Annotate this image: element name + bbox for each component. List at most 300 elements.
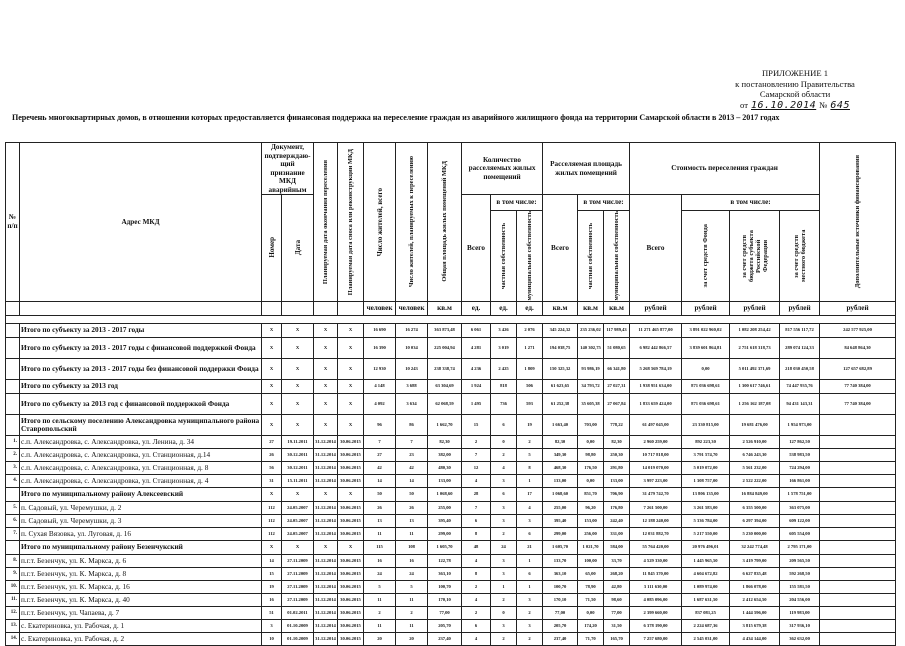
row-cell: 225 004,94 (428, 337, 462, 358)
row-number: 12. (6, 606, 20, 619)
row-cell (820, 580, 896, 593)
row-cell: 30.06.2015 (338, 527, 364, 540)
row-cell: 20 976 496,01 (682, 540, 730, 554)
row-cell: 5 019 072,00 (682, 461, 730, 474)
header-extra (820, 143, 896, 302)
row-number (6, 414, 20, 435)
row-cell: Х (262, 393, 282, 414)
row-cell: 2 399 660,00 (630, 606, 682, 619)
row-cell: 1 082 208 254,42 (730, 323, 780, 337)
row-cell: 6 746 243,30 (730, 448, 780, 461)
row-cell: 11 (396, 527, 428, 540)
header-residents-text: Число жителей, всего (375, 187, 384, 256)
row-cell: 0,00 (578, 474, 604, 487)
row-cell: 3 (491, 567, 517, 580)
row-cell (820, 435, 896, 448)
row-cell: 150 325,32 (543, 358, 578, 379)
row-cell: 1 866 078,00 (730, 580, 780, 593)
row-cell: 2 224 687,36 (682, 619, 730, 632)
row-cell: 851,70 (578, 487, 604, 501)
row-cell: Х (314, 323, 338, 337)
row-cell: 237,40 (428, 632, 462, 645)
row-cell (820, 448, 896, 461)
table-row (6, 527, 896, 540)
row-cell: 170,10 (428, 593, 462, 606)
row-cell: 13 (396, 514, 428, 527)
row-cell: 11 271 465 877,00 (630, 323, 682, 337)
row-cell: 24 (364, 567, 396, 580)
row-cell: 77,00 (428, 606, 462, 619)
row-cell: 1 495 (462, 393, 491, 414)
row-address: Итого по субъекту за 2013 - 2017 годы без финансовой поддержки Фонда (20, 358, 262, 379)
row-cell: 71,50 (578, 593, 604, 606)
spacer-cell (6, 315, 896, 323)
row-cell: 153,00 (578, 514, 604, 527)
header-cost-fund-text: за счет средств Фонда (702, 224, 710, 288)
row-cell: 2 425 (491, 358, 517, 379)
row-cell: 61 252,38 (543, 393, 578, 414)
row-cell: 7 261 500,00 (630, 501, 682, 514)
row-cell: 363,10 (428, 567, 462, 580)
row-cell: Х (338, 393, 364, 414)
row-cell: 0,00 (682, 358, 730, 379)
row-cell: 30.06.2015 (338, 514, 364, 527)
row-cell: 176,80 (604, 501, 630, 514)
row-cell: 8 (462, 567, 491, 580)
row-cell: Х (338, 379, 364, 393)
unit-sqm-1: кв.м (428, 301, 462, 315)
row-cell: 238 338,74 (428, 358, 462, 379)
row-cell: 818 (491, 379, 517, 393)
total-row (6, 323, 896, 337)
row-cell: 6 378 190,00 (630, 619, 682, 632)
appendix-block (700, 68, 890, 111)
row-address: п. Садовый, ул. Черемушки, д. 2 (20, 501, 262, 514)
row-cell: Х (314, 487, 338, 501)
row-cell: 3 688 (396, 379, 428, 393)
header-demolish-date (338, 143, 364, 302)
row-cell: 11 (396, 593, 428, 606)
unit-pcs-2: ед. (491, 301, 517, 315)
row-cell: 1 954 973,00 (780, 414, 820, 435)
row-cell: Х (314, 393, 338, 414)
row-cell: 395,40 (428, 514, 462, 527)
row-cell: 31.12.2014 (314, 567, 338, 580)
row-cell (820, 514, 896, 527)
row-address: с. Екатериновка, ул. Рабочая, д. 2 (20, 632, 262, 645)
row-cell: 1 663,40 (543, 414, 578, 435)
row-cell: Х (282, 358, 314, 379)
row-number (6, 337, 20, 358)
row-cell: 10 243 (396, 358, 428, 379)
row-cell: 1 021,70 (578, 540, 604, 554)
row-cell: 7 (364, 435, 396, 448)
row-cell: 6 297 394,00 (730, 514, 780, 527)
row-cell: 13 806 135,00 (682, 487, 730, 501)
header-area-municipal (604, 211, 630, 302)
row-number (6, 379, 20, 393)
row-cell: 1 068,60 (543, 487, 578, 501)
row-cell: 14 (262, 554, 282, 567)
unit-rub-3: рублей (730, 301, 780, 315)
row-cell: 133,70 (543, 554, 578, 567)
row-cell: 155 581,50 (780, 580, 820, 593)
row-cell: 6 (462, 514, 491, 527)
row-cell: 3 815 679,38 (730, 619, 780, 632)
row-cell: 12 930 (364, 358, 396, 379)
row-cell: 27.11.2009 (282, 567, 314, 580)
row-cell: 1 687 631,50 (682, 593, 730, 606)
row-cell: 133,00 (428, 474, 462, 487)
row-cell: 27.11.2009 (282, 593, 314, 606)
row-cell: 4 (462, 632, 491, 645)
row-cell: 30.06.2015 (338, 501, 364, 514)
table-row (6, 474, 896, 487)
total-row (6, 379, 896, 393)
header-cost-regional-text: за счет средств бюджета субъекта Российской Федерации (740, 229, 769, 282)
row-cell: 16 274 (396, 323, 428, 337)
row-cell: Х (262, 487, 282, 501)
row-cell: 115 (364, 540, 396, 554)
appendix-date-line (700, 100, 890, 112)
row-cell: 56 (262, 461, 282, 474)
row-cell: 30.06.2015 (338, 593, 364, 606)
row-cell: 1 256 162 187,08 (730, 393, 780, 414)
row-cell: 62 068,59 (428, 393, 462, 414)
table-row (6, 514, 896, 527)
row-cell: 10 (262, 632, 282, 645)
row-cell: 15 (262, 567, 282, 580)
row-cell: 82,30 (604, 435, 630, 448)
row-cell: 31.12.2014 (314, 606, 338, 619)
row-number: 11. (6, 593, 20, 606)
row-cell: 8 (462, 527, 491, 540)
unit-people-1: человек (364, 301, 396, 315)
row-cell: Х (338, 414, 364, 435)
header-resettle-end (314, 143, 338, 302)
row-address: Итого по субъекту за 2013 - 2017 годы (20, 323, 262, 337)
row-cell: 3 (491, 474, 517, 487)
row-cell: 24.05.2007 (282, 527, 314, 540)
row-cell: 42,80 (604, 580, 630, 593)
row-cell: 20 (364, 632, 396, 645)
row-cell: 2 (462, 435, 491, 448)
header-cost: Стоимость переселения граждан (630, 143, 820, 195)
row-cell: 30.06.2015 (338, 554, 364, 567)
row-address: п.г.т. Безенчук, ул. К. Маркса, д. 6 (20, 554, 262, 567)
header-total-area-text: Общая площадь жилых помещений МКД (441, 161, 449, 283)
row-number (6, 540, 20, 554)
row-cell: 299,00 (428, 527, 462, 540)
row-address: Итого по субъекту за 2013 год с финансовой поддержкой Фонда (20, 393, 262, 414)
row-cell: 3 419 799,00 (730, 554, 780, 567)
row-cell: 84 648 864,30 (820, 337, 896, 358)
total-row (6, 337, 896, 358)
row-cell: 363 873,48 (428, 323, 462, 337)
row-cell: 01.10.2009 (282, 619, 314, 632)
row-cell: 166 861,00 (780, 474, 820, 487)
header-demolish-date-text: Планируемая дата сноса или реконструкции МКД (347, 148, 355, 295)
row-cell: Х (314, 379, 338, 393)
row-cell: 30.06.2015 (338, 461, 364, 474)
row-cell: 30.06.2015 (338, 474, 364, 487)
table-row (6, 580, 896, 593)
row-address: Итого по сельскому поселению Александровка муниципального района Ставропольский (20, 414, 262, 435)
row-cell: 3 791 574,70 (682, 448, 730, 461)
row-cell: 268,20 (604, 567, 630, 580)
row-cell: 14 (396, 474, 428, 487)
row-cell: 0 (491, 606, 517, 619)
row-address: Итого по муниципальному району Алексеевский (20, 487, 262, 501)
row-cell: 13 (364, 514, 396, 527)
row-cell: 584,00 (604, 540, 630, 554)
row-cell: 3 (517, 619, 543, 632)
row-cell: 2 (491, 527, 517, 540)
row-cell: 5 230 000,00 (730, 527, 780, 540)
row-cell: 892 223,30 (682, 435, 730, 448)
row-address: Итого по субъекту за 2013 - 2017 годы с финансовой поддержкой Фонда (20, 337, 262, 358)
row-cell: 2 (462, 580, 491, 593)
row-cell: 16 690 (364, 323, 396, 337)
row-cell: 82,30 (428, 435, 462, 448)
row-cell: 8 (517, 461, 543, 474)
row-cell: 4 529 330,00 (630, 554, 682, 567)
total-row (6, 540, 896, 554)
row-cell: 01.02.2011 (282, 606, 314, 619)
unit-rub-5: рублей (820, 301, 896, 315)
row-cell: 31.12.2014 (314, 580, 338, 593)
row-cell: 23 330 815,00 (682, 414, 730, 435)
appendix-line-3: Самарской области (759, 89, 831, 99)
row-cell: 4 148 (364, 379, 396, 393)
row-cell: 3 (491, 619, 517, 632)
row-cell: 1 578 751,00 (780, 487, 820, 501)
row-cell: Х (282, 393, 314, 414)
row-cell: 15 (462, 414, 491, 435)
row-cell: 5 268 569 784,19 (630, 358, 682, 379)
row-cell: 27.11.2009 (282, 554, 314, 567)
from-label: от (740, 99, 748, 110)
table-row (6, 448, 896, 461)
row-cell: 2 545 031,00 (682, 632, 730, 645)
row-address: Итого по субъекту за 2013 год (20, 379, 262, 393)
row-cell (820, 461, 896, 474)
row-cell: Х (262, 358, 282, 379)
row-address: п. Садовый, ул. Черемушки, д. 3 (20, 514, 262, 527)
row-cell: 1 809 (517, 358, 543, 379)
row-number (6, 323, 20, 337)
header-residents-planned (396, 143, 428, 302)
header-flats-count: Количество расселяемых жилых помещений (462, 143, 543, 195)
row-cell: 2 (364, 606, 396, 619)
housing-table (5, 142, 896, 646)
row-cell: 12 031 882,70 (630, 527, 682, 540)
row-cell: 32 242 774,48 (730, 540, 780, 554)
row-cell: 165,70 (604, 632, 630, 645)
row-cell: 237,40 (543, 632, 578, 645)
row-cell: 2 (491, 593, 517, 606)
row-cell: 1 662,70 (428, 414, 462, 435)
row-cell: 31.12.2014 (314, 448, 338, 461)
row-cell: 133,00 (543, 474, 578, 487)
row-cell: 205,70 (543, 619, 578, 632)
unit-empty-4 (282, 301, 314, 315)
row-cell: 6 982 442 866,57 (630, 337, 682, 358)
row-cell: 31.12.2014 (314, 435, 338, 448)
row-cell: 1 308 757,00 (682, 474, 730, 487)
row-cell: 605 554,00 (780, 527, 820, 540)
row-cell: 117 989,43 (604, 323, 630, 337)
row-cell: 2 (517, 435, 543, 448)
row-cell: 77 740 384,00 (820, 393, 896, 414)
row-cell: 30.06.2015 (338, 606, 364, 619)
row-cell: Х (314, 358, 338, 379)
unit-sqm-3: кв.м (578, 301, 604, 315)
row-cell: 27 (364, 448, 396, 461)
row-cell: Х (262, 379, 282, 393)
row-cell: Х (282, 337, 314, 358)
row-cell: 27.11.2009 (282, 580, 314, 593)
row-cell: 127 862,50 (780, 435, 820, 448)
row-cell: 2 412 654,50 (730, 593, 780, 606)
row-cell: 468,30 (543, 461, 578, 474)
row-cell: 0,00 (578, 606, 604, 619)
handwritten-number: 645 (830, 99, 850, 111)
row-cell: 1 938 951 634,00 (630, 379, 682, 393)
row-cell: 2 076 (517, 323, 543, 337)
row-cell: 31.12.2014 (314, 501, 338, 514)
row-cell: 3 (491, 554, 517, 567)
row-cell: 21 (517, 540, 543, 554)
row-cell: 317 936,10 (780, 619, 820, 632)
row-cell: 61 623,65 (543, 379, 578, 393)
row-address: с.п. Александровка, с. Александровка, ул. Станционная, д.14 (20, 448, 262, 461)
row-cell: 16 (396, 554, 428, 567)
header-cost-regional (730, 211, 780, 302)
row-cell: 19 (517, 414, 543, 435)
row-cell: 4 (491, 461, 517, 474)
row-number: 1. (6, 435, 20, 448)
appendix-line-2: к постановлению Правительства (735, 78, 855, 89)
row-cell: 20 (396, 632, 428, 645)
row-number (6, 358, 20, 379)
row-cell: 96 (364, 414, 396, 435)
unit-rub-4: рублей (780, 301, 820, 315)
row-cell: 100,70 (543, 580, 578, 593)
row-cell: 78,90 (578, 580, 604, 593)
row-number: 3. (6, 461, 20, 474)
unit-empty-1 (6, 301, 20, 315)
row-cell: 24.05.2007 (282, 501, 314, 514)
row-cell: 77,00 (543, 606, 578, 619)
header-flats-private (491, 211, 517, 302)
row-cell: 112 (262, 514, 282, 527)
unit-rub-2: рублей (682, 301, 730, 315)
row-address: п.г.т. Безенчук, ул. К. Маркса, д. 40 (20, 593, 262, 606)
row-address: Итого по муниципальному району Безенчукский (20, 540, 262, 554)
row-address: п.г.т. Безенчук, ул. К. Маркса, д. 8 (20, 567, 262, 580)
table-row (6, 461, 896, 474)
row-cell: 28 (462, 487, 491, 501)
row-cell: 817 556 117,72 (780, 323, 820, 337)
row-cell: Х (338, 540, 364, 554)
row-number: 13. (6, 619, 20, 632)
row-cell: 609 122,00 (780, 514, 820, 527)
row-cell: 35 605,38 (578, 393, 604, 414)
row-cell: 2 960 259,00 (630, 435, 682, 448)
row-cell: 6 (517, 567, 543, 580)
row-cell: 871 036 698,61 (682, 393, 730, 414)
row-cell: 112 (262, 527, 282, 540)
row-cell: 42 (396, 461, 428, 474)
row-cell (820, 619, 896, 632)
row-cell: 1 (517, 580, 543, 593)
row-cell: 362 632,00 (780, 632, 820, 645)
row-cell: 15.11.2011 (282, 474, 314, 487)
row-cell: 174,20 (578, 619, 604, 632)
row-cell: 98,60 (604, 593, 630, 606)
table-row (6, 593, 896, 606)
row-cell: 1 445 965,50 (682, 554, 730, 567)
row-cell: 11 (396, 619, 428, 632)
unit-empty-6 (338, 301, 364, 315)
row-cell: Х (262, 414, 282, 435)
row-cell: 26 (364, 501, 396, 514)
row-cell: 0,00 (578, 435, 604, 448)
row-cell: 140 302,75 (578, 337, 604, 358)
header-extra-text: Дополнительные источники финансирования (854, 155, 862, 289)
row-cell: 7 257 680,00 (630, 632, 682, 645)
row-cell: 30.06.2015 (338, 435, 364, 448)
units-row (6, 301, 896, 315)
row-cell: 837 081,25 (682, 606, 730, 619)
header-flats-total: Всего (462, 195, 491, 302)
row-cell: 24 (396, 567, 428, 580)
row-number: 5. (6, 501, 20, 514)
table-row (6, 632, 896, 645)
row-cell: 4 (462, 474, 491, 487)
row-cell: 7 (462, 448, 491, 461)
row-cell: 1 605,70 (543, 540, 578, 554)
row-cell: 242 577 925,00 (820, 323, 896, 337)
row-cell: 506 (517, 379, 543, 393)
row-cell: 3 (517, 514, 543, 527)
table-row (6, 501, 896, 514)
header-area-total: Всего (543, 195, 578, 302)
total-row (6, 393, 896, 414)
row-cell: 01.10.2009 (282, 632, 314, 645)
row-cell: 12 (462, 461, 491, 474)
row-cell: 299,00 (543, 527, 578, 540)
row-cell: 6 355 500,00 (730, 501, 780, 514)
header-doc-number (262, 195, 282, 302)
row-address: п. Сухая Вязовка, ул. Луговая, д. 16 (20, 527, 262, 540)
row-cell: 1 833 659 424,00 (630, 393, 682, 414)
unit-rub-1: рублей (630, 301, 682, 315)
row-cell: 2 (462, 606, 491, 619)
row-cell: 16 (262, 593, 282, 606)
unit-pcs-3: ед. (517, 301, 543, 315)
row-cell: 48 (462, 540, 491, 554)
row-cell: 4 (462, 593, 491, 606)
row-cell: 119 983,00 (780, 606, 820, 619)
row-cell: 7 (396, 435, 428, 448)
row-cell: 0 (491, 435, 517, 448)
row-cell: 24 (491, 540, 517, 554)
row-cell: 255,00 (543, 501, 578, 514)
row-cell: 27 027,31 (604, 379, 630, 393)
row-cell: 4 281 (462, 337, 491, 358)
